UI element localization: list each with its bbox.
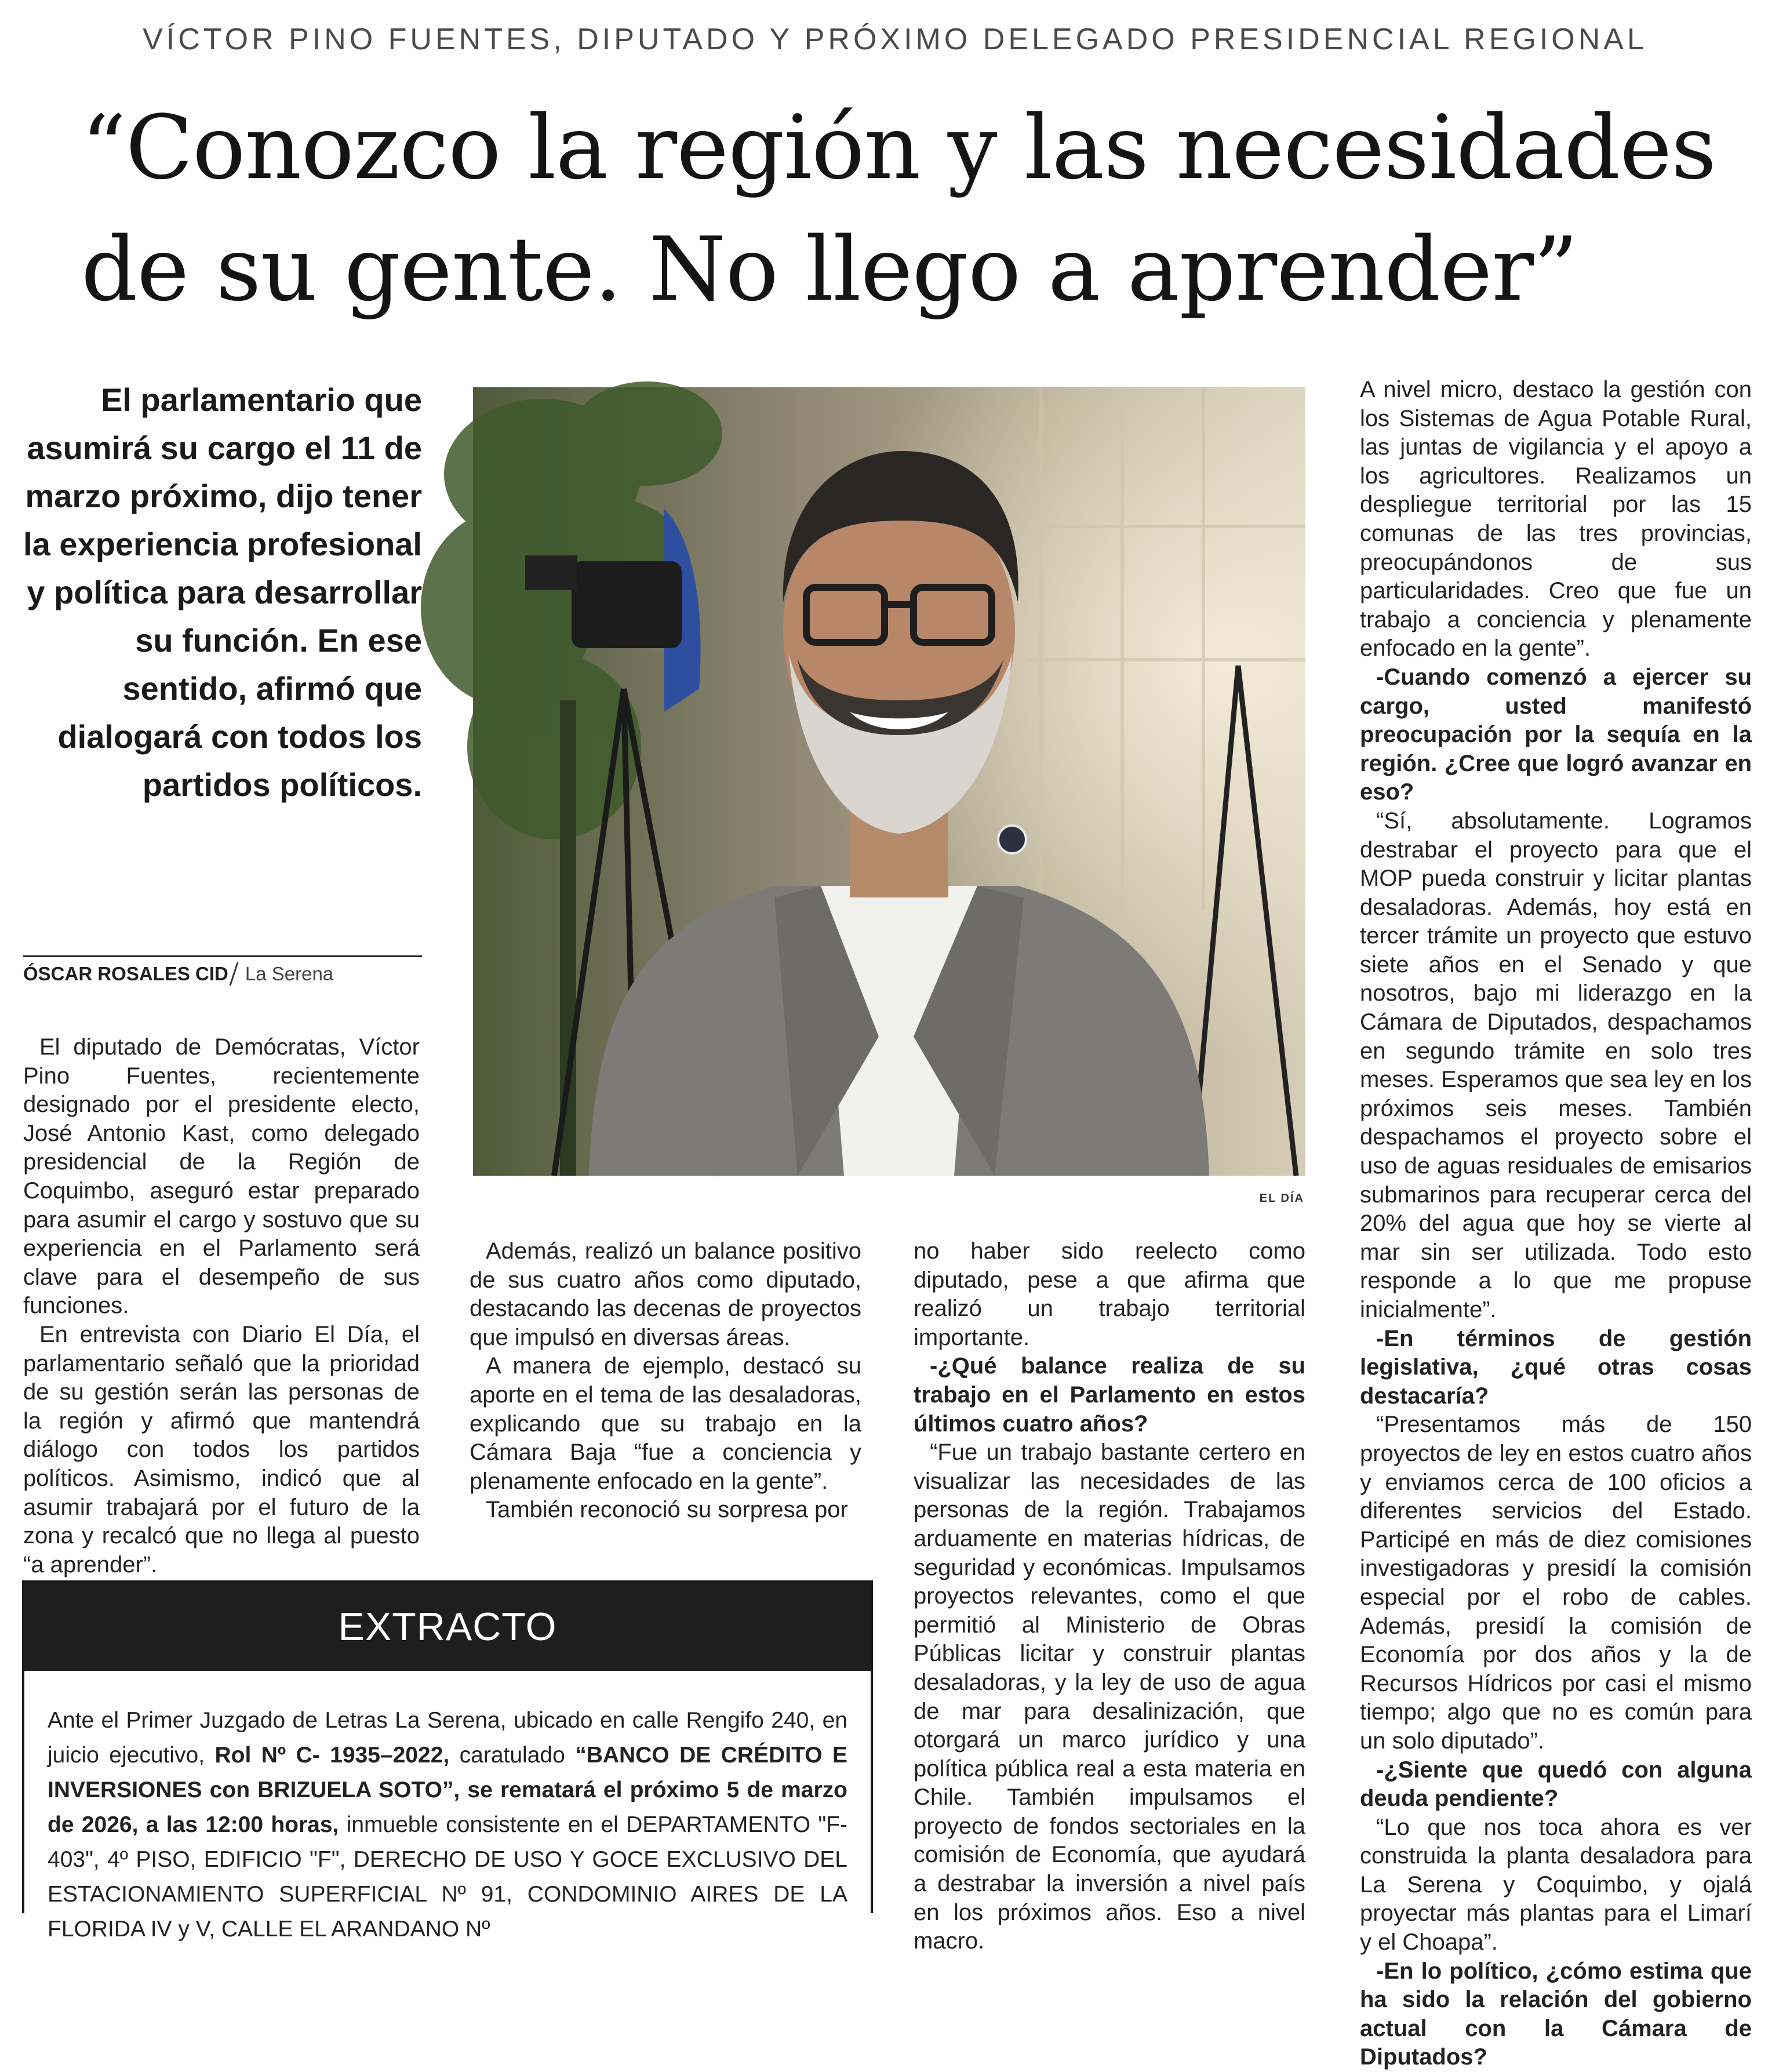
interview-answer: “Lo que nos toca ahora es ver construida la planta desaladora para La Serena y Coquimbo, y ojalá proyectar más plantas para el Limarí y el Choapa”. [1360, 1814, 1752, 1955]
byline-separator [229, 962, 238, 986]
photo-credit: EL DÍA [1259, 1192, 1304, 1205]
body-paragraph: A nivel micro, destaco la gestión con los Sistemas de Agua Potable Rural, las juntas de vigilancia y el apoyo a los agricultores. Realizamos un despliegue territorial por las 15 comunas de las tres provincias, preocupándonos de sus particularidades. Creo que fue un trabajo a conciencia y plenamente enfocado en la gente”. [1360, 377, 1752, 661]
legal-notice-title: EXTRACTO [24, 1583, 871, 1671]
interview-question: -¿Qué balance realiza de su trabajo en el Parlamento en estos últimos cuatro años? [914, 1353, 1305, 1437]
body-paragraph: En entrevista con Diario El Día, el parlamentario señaló que la prioridad de su gestión serán las personas de la región y afirmó que mantendrá diálogo con todos los partidos políticos. Asimismo, indicó que al asumir trabajará por el futuro de la zona y recalcó que no llega al puesto “a aprender”. [23, 1321, 420, 1577]
body-paragraph: no haber sido reelecto como diputado, pese a que afirma que realizó un trabajo territorial importante. [914, 1238, 1305, 1350]
body-paragraph: Además, realizó un balance positivo de sus cuatro años como diputado, destacando las decenas de proyectos que impulsó en diversas áreas. [470, 1238, 861, 1350]
headline-line-2: de su gente. No llego a aprender” [81, 218, 1578, 321]
interview-question: -En lo político, ¿cómo estima que ha sido la relación del gobierno actual con la Cámara de Diputados? [1360, 1958, 1752, 2070]
body-column-4 [1360, 376, 1752, 2072]
body-column-1 [23, 1033, 420, 1579]
legal-notice-body [24, 1671, 871, 1947]
interview-answer: “Presentamos más de 150 proyectos de ley en estos cuatro años y enviamos cerca de 100 oficios a diferentes servicios del Estado. Participé en más de diez comisiones investigadoras y presidí la comisión especial por el robo de cables. Además, presidí la comisión de Economía por dos años y la de Recursos Hídricos por casi el mismo tiempo; algo que no es común para un solo diputado”. [1360, 1412, 1752, 1754]
byline-location: La Serena [245, 963, 334, 984]
notice-text: caratulado [449, 1743, 576, 1768]
article-photo [473, 387, 1305, 1176]
article-kicker: VÍCTOR PINO FUENTES, DIPUTADO Y PRÓXIMO DELEGADO PRESIDENCIAL REGIONAL [143, 23, 1647, 56]
byline-rule [23, 955, 422, 957]
headline [81, 87, 1762, 330]
body-paragraph: También reconoció su sorpresa por [486, 1497, 848, 1523]
interview-question: -¿Siente que quedó con alguna deuda pendiente? [1360, 1757, 1752, 1812]
portrait-illustration [473, 387, 1305, 1176]
body-paragraph: El diputado de Demócratas, Víctor Pino Fuentes, recientemente designado por el presidente electo, José Antonio Kast, como delegado presidencial de la Región de Coquimbo, aseguró estar preparado para asumir el cargo y sostuvo que su experiencia en el Parlamento será clave para el desempeño de sus funciones. [23, 1034, 420, 1319]
lead-paragraph: El parlamentario que asumirá su cargo el 11 de marzo próximo, dijo tener la experiencia profesional y política para desarrollar su función. En ese sentido, afirmó que dialogará con todos los partidos políticos. [23, 381, 422, 803]
interview-question: -Cuando comenzó a ejercer su cargo, usted manifestó preocupación por la sequía en la región. ¿Cree que logró avanzar en eso? [1360, 664, 1752, 805]
headline-line-1: “Conozco la región y las necesidades [81, 96, 1716, 199]
interview-question: -En términos de gestión legislativa, ¿qué otras cosas destacaría? [1360, 1325, 1752, 1409]
notice-case-number: Rol Nº C- 1935–2022, [214, 1743, 450, 1768]
notice-text: inmueble consistente en el DEPARTAMENTO "F-403", 4º PISO, EDIFICIO "F", DERECHO DE USO Y GOCE EXCLUSIVO DEL ESTACIONAMIENTO SUPERFICIAL Nº 91, CONDOMINIO AIRES DE LA FLORIDA IV y V, CALLE EL ARANDANO Nº [48, 1812, 847, 1942]
body-column-2 [470, 1237, 861, 1525]
notice-auction-details: “BANCO DE CRÉDITO E INVERSIONES con BRIZUELA SOTO”, se rematará el próximo 5 de marzo de 2026, a las 12:00 horas, [48, 1743, 847, 1837]
interview-answer: “Sí, absolutamente. Logramos destrabar el proyecto para que el MOP pueda construir y licitar plantas desaladoras. Además, hoy está en tercer trámite un proyecto que estuvo siete años en el Senado y que nosotros, bajo mi liderazgo en la Cámara de Diputados, despachamos en segundo trámite en solo tres meses. Esperamos que sea ley en los próximos seis meses. También despachamos el proyecto sobre el uso de aguas residuales de emisarios submarinos para recuperar cerca del 20% del agua que hoy se vierte al mar sin ser utilizada. Todo esto responde a lo que me propuse inicialmente”. [1360, 808, 1752, 1322]
lapel-pin [998, 826, 1026, 853]
byline-author: ÓSCAR ROSALES CID [23, 963, 228, 984]
interview-answer: “Fue un trabajo bastante certero en visualizar las necesidades de las personas de la región. Trabajamos arduamente en materias hídricas, de seguridad y económicas. Impulsamos proyectos relevantes, como el que permitió al Ministerio de Obras Públicas licitar y construir plantas desaladoras, y la ley de uso de agua de mar para desalinización, que otorgará un marco jurídico y una política pública real a esta materia en Chile. También impulsamos el proyecto de fondos sectoriales en la comisión de Economía, que ayudará a destrabar la inversión a nivel país en los próximos años. Eso a nivel macro. [914, 1440, 1305, 1954]
notice-text: Ante el Primer Juzgado de Letras La Serena, ubicado en calle Rengifo 240, en juicio ejecutivo, [48, 1708, 847, 1768]
byline [23, 962, 429, 986]
body-paragraph: A manera de ejemplo, destacó su aporte en el tema de las desaladoras, explicando que su trabajo en la Cámara Baja “fue a conciencia y plenamente enfocado en la gente”. [470, 1353, 861, 1494]
body-column-3 [914, 1237, 1305, 1956]
legal-notice-box [22, 1580, 873, 1942]
